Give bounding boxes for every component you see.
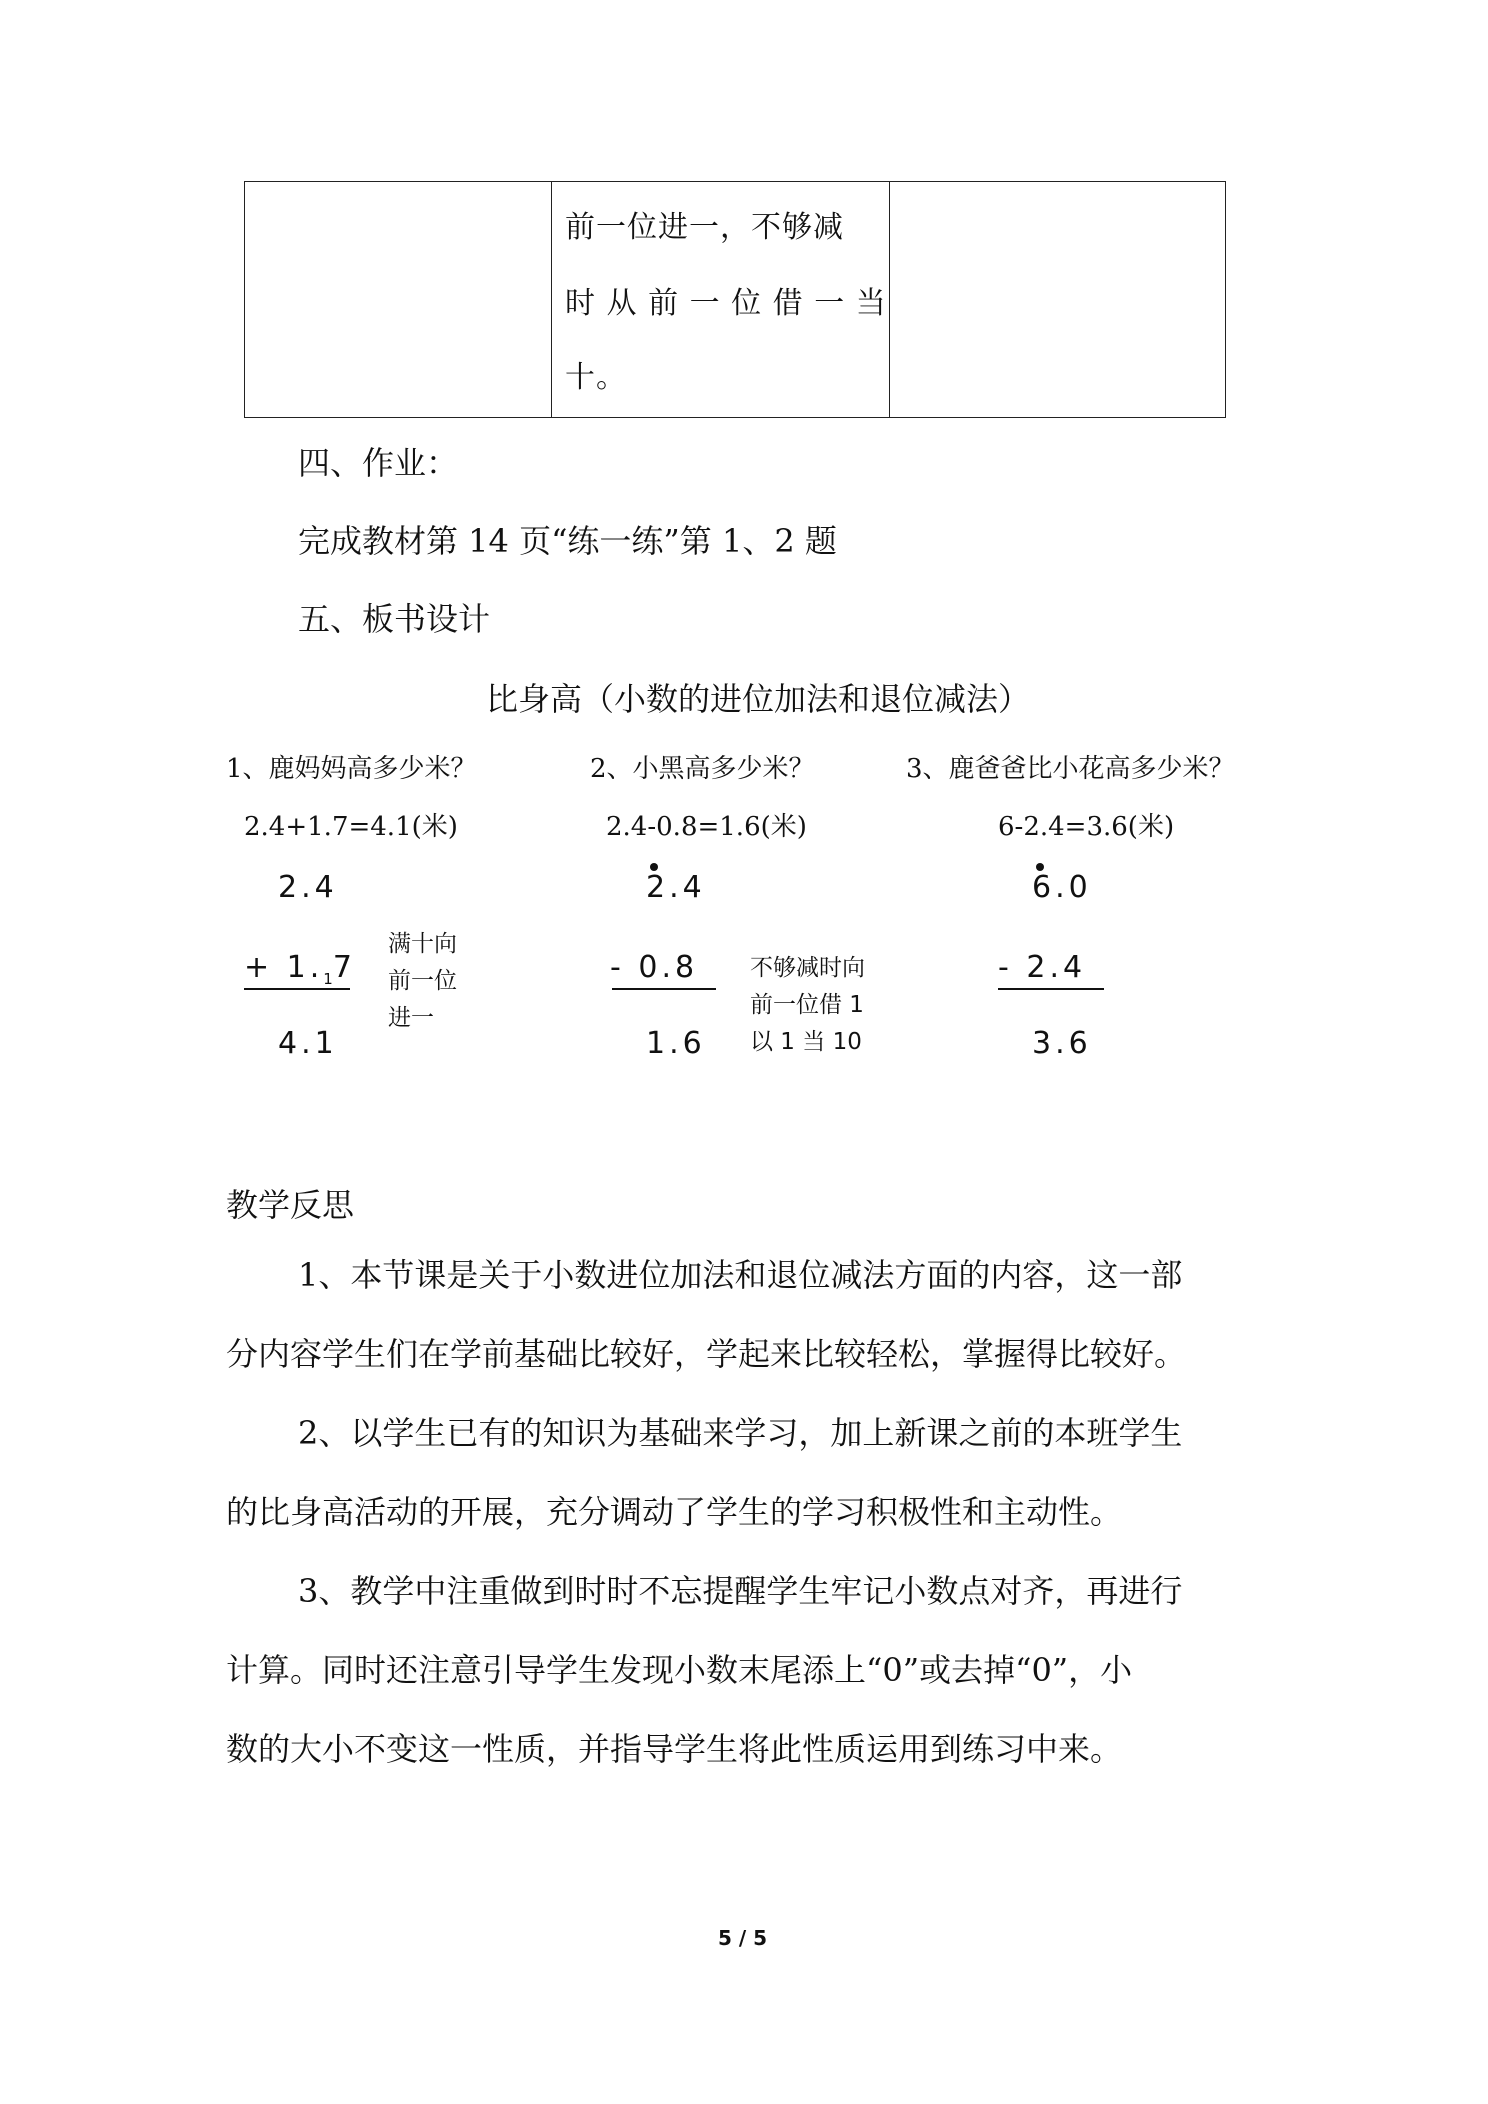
reflection-line: 的比身高活动的开展，充分调动了学生的学习积极性和主动性。 — [226, 1493, 1123, 1531]
calc1-note-line: 进一 — [388, 1005, 434, 1031]
table-cell-line: 前一位进一，不够减 — [565, 210, 844, 245]
calc3-result: 3.6 — [1032, 1026, 1092, 1061]
homework-text: 完成教材第 14 页“练一练”第 1、2 题 — [298, 522, 837, 560]
calc2-rule — [612, 988, 716, 990]
board-title: 比身高（小数的进位加法和退位减法） — [486, 680, 1031, 718]
page-number: 5 / 5 — [718, 1926, 768, 1950]
table-divider — [551, 182, 552, 417]
calc2-op: - 0.8 — [610, 950, 699, 985]
calc1-rule — [244, 988, 350, 990]
calc1-top: 2.4 — [278, 870, 338, 905]
calc1-note-line: 满十向 — [388, 931, 457, 957]
board-heading: 五、板书设计 — [298, 600, 491, 638]
table-cell-line: 时 从 前 一 位 借 一 当 — [565, 286, 887, 321]
calc1-op: + 1. — [244, 950, 324, 985]
calc2-result: 1.6 — [646, 1026, 706, 1061]
calc1-op-end: 7 — [332, 950, 356, 985]
calc2-note-line: 以 1 当 10 — [750, 1029, 862, 1055]
calc3-op: - 2.4 — [998, 950, 1087, 985]
reflection-heading: 教学反思 — [226, 1186, 355, 1224]
question-2: 2、小黑高多少米？ — [590, 754, 815, 784]
calc2-top: 2.4 — [646, 870, 706, 905]
table-cell-line: 十。 — [565, 360, 627, 395]
reflection-line: 数的大小不变这一性质，并指导学生将此性质运用到练习中来。 — [226, 1730, 1123, 1768]
calc2-note-line: 前一位借 1 — [750, 992, 864, 1018]
calc1-note-line: 前一位 — [388, 968, 457, 994]
calc2-note-line: 不够减时向 — [750, 955, 865, 981]
equation-1: 2.4+1.7=4.1(米) — [244, 812, 458, 842]
table-divider — [889, 182, 890, 417]
reflection-line: 1、本节课是关于小数进位加法和退位减法方面的内容，这一部 — [298, 1256, 1183, 1294]
lesson-table — [244, 181, 1226, 418]
equation-3: 6-2.4=3.6(米) — [998, 812, 1175, 842]
reflection-line: 分内容学生们在学前基础比较好，学起来比较轻松，掌握得比较好。 — [226, 1335, 1187, 1373]
calc1-operation — [244, 950, 356, 988]
calc3-top: 6.0 — [1032, 870, 1092, 905]
equation-2: 2.4-0.8=1.6(米) — [606, 812, 807, 842]
reflection-line: 2、以学生已有的知识为基础来学习，加上新课之前的本班学生 — [298, 1414, 1183, 1452]
calc3-rule — [998, 988, 1104, 990]
reflection-line: 计算。同时还注意引导学生发现小数末尾添上“0”或去掉“0”，小 — [226, 1651, 1133, 1689]
reflection-line: 3、教学中注重做到时时不忘提醒学生牢记小数点对齐，再进行 — [298, 1572, 1183, 1610]
question-3: 3、鹿爸爸比小花高多少米？ — [906, 754, 1235, 784]
calc1-result: 4.1 — [278, 1026, 338, 1061]
homework-heading: 四、作业： — [298, 444, 459, 482]
question-1: 1、鹿妈妈高多少米？ — [226, 754, 477, 784]
carry-mark: 1 — [323, 970, 333, 988]
